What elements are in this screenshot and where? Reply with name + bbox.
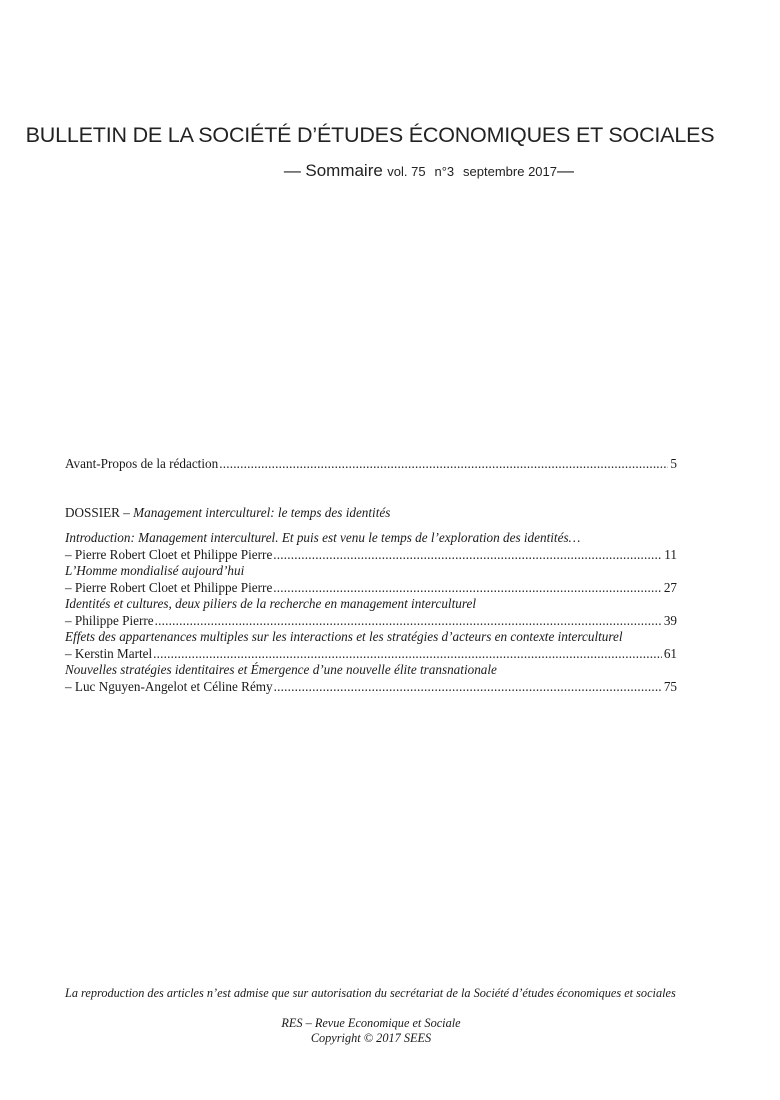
article-title: Introduction: Management interculturel. Et puis est venu le temps de l’exploration des identités… xyxy=(65,530,581,545)
article-authors: – Luc Nguyen-Angelot et Céline Rémy xyxy=(65,678,273,694)
front-matter-title: Avant-Propos de la rédaction xyxy=(65,456,219,471)
dot-leader xyxy=(219,456,668,473)
issue-date: septembre 2017 xyxy=(463,164,557,179)
dash-left: — xyxy=(283,161,301,180)
page-number: 5 xyxy=(670,456,677,471)
toc-entry xyxy=(65,596,677,629)
toc-entries xyxy=(65,530,677,695)
article-title: Nouvelles stratégies identitaires et Émergence d’une nouvelle élite transnationale xyxy=(65,662,497,677)
page-number: 39 xyxy=(663,612,677,628)
dot-leader xyxy=(155,613,662,630)
toc-entry xyxy=(65,563,677,596)
dot-leader xyxy=(153,646,662,663)
toc-entry xyxy=(65,629,677,662)
article-title: Effets des appartenances multiples sur les interactions et les stratégies d’acteurs en contexte interculturel xyxy=(65,629,623,644)
publisher-line: RES – Revue Economique et Sociale xyxy=(281,1016,461,1030)
toc-entry xyxy=(65,530,677,563)
page-number: 61 xyxy=(663,645,677,661)
dot-leader xyxy=(273,580,662,597)
dot-leader xyxy=(274,679,662,696)
article-authors: – Pierre Robert Cloet et Philippe Pierre xyxy=(65,546,273,562)
front-matter-entry xyxy=(65,456,677,473)
volume-label: vol. 75 xyxy=(387,164,426,179)
dossier-theme: Management interculturel: le temps des identités xyxy=(133,505,391,520)
dossier-heading xyxy=(65,505,390,521)
dash-right: — xyxy=(557,161,574,180)
dot-leader xyxy=(273,547,662,564)
article-authors: – Kerstin Martel xyxy=(65,645,153,661)
colophon xyxy=(0,1016,742,1046)
toc-entry xyxy=(65,662,677,695)
article-title: Identités et cultures, deux piliers de la recherche en management interculturel xyxy=(65,596,477,611)
journal-title: BULLETIN DE LA SOCIÉTÉ D’ÉTUDES ÉCONOMIQUES ET SOCIALES xyxy=(25,123,715,147)
dossier-label: DOSSIER – xyxy=(65,505,130,520)
page-number: 27 xyxy=(663,579,677,595)
copyright-line: Copyright © 2017 SEES xyxy=(310,1031,432,1045)
article-authors: – Pierre Robert Cloet et Philippe Pierre xyxy=(65,579,273,595)
article-authors: – Philippe Pierre xyxy=(65,612,154,628)
article-title: L’Homme mondialisé aujourd’hui xyxy=(65,563,245,578)
page-number: 75 xyxy=(663,678,677,694)
issue-line xyxy=(0,161,574,181)
sommaire-label: Sommaire xyxy=(305,161,383,180)
page-number: 11 xyxy=(664,546,677,562)
issue-number: n°3 xyxy=(434,164,455,179)
reproduction-notice: La reproduction des articles n’est admise que sur autorisation du secrétariat de la Société d’études économiques et sociales xyxy=(65,986,676,1000)
